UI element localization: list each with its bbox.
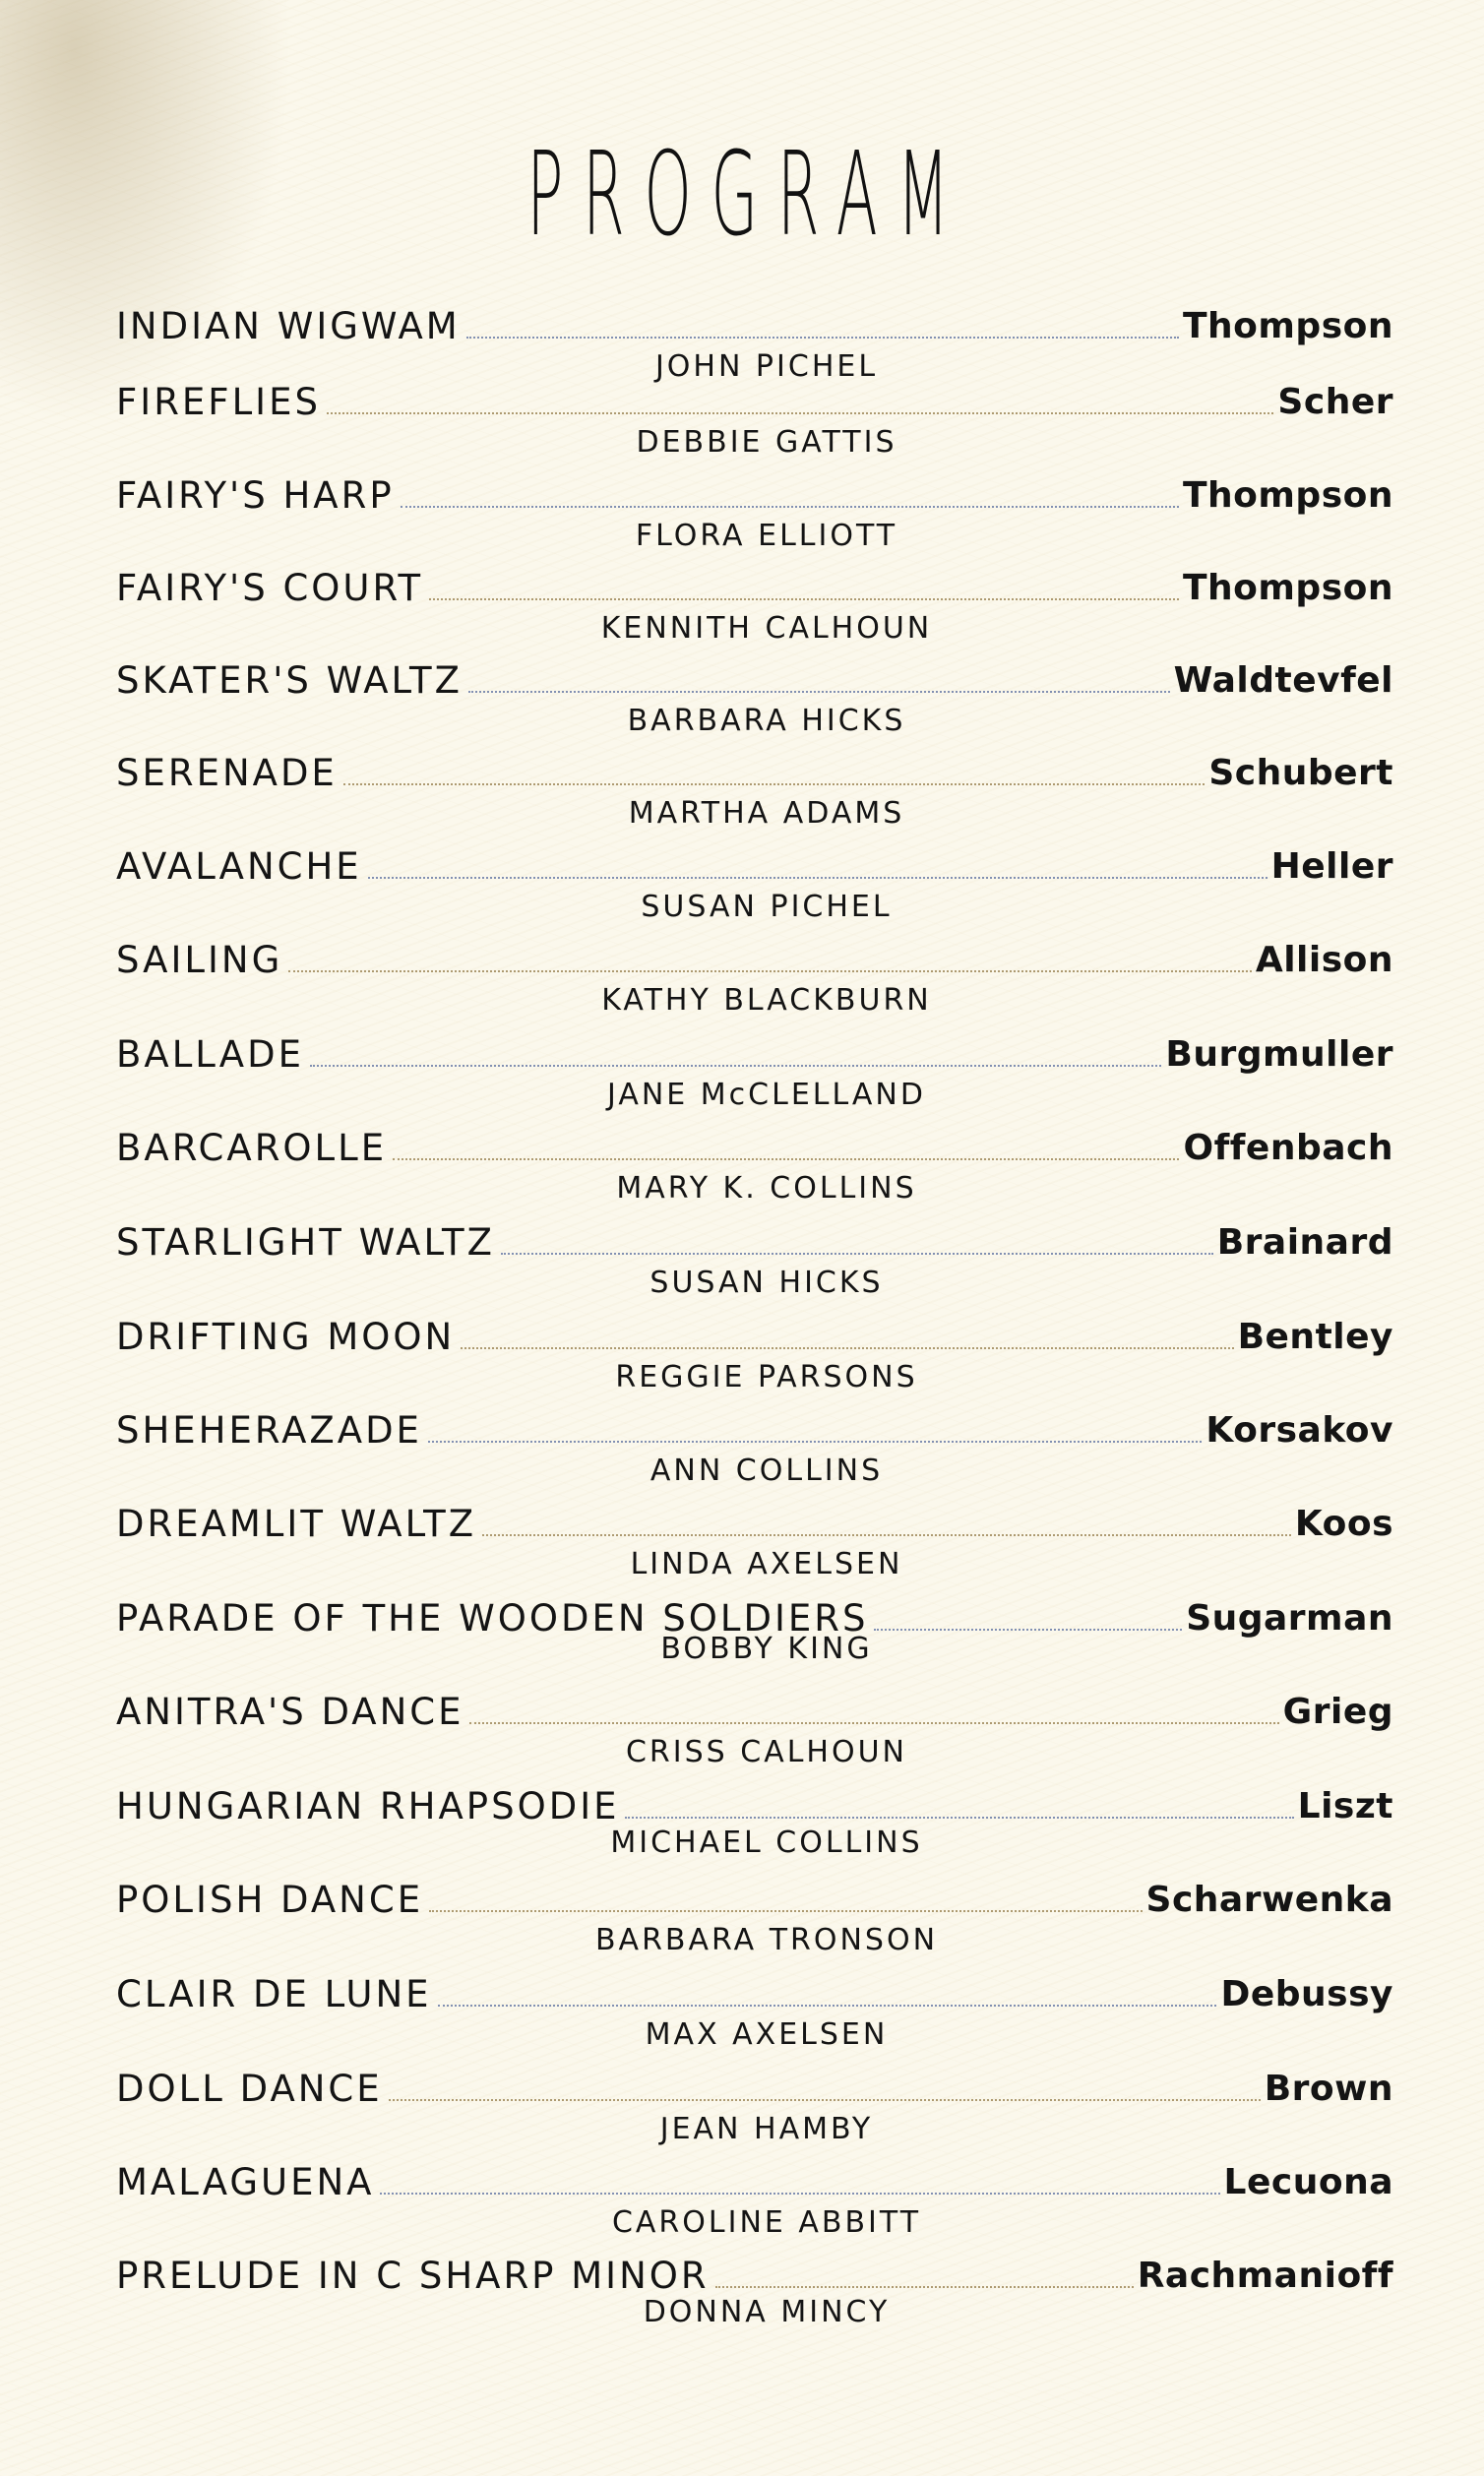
dotted-leader [501, 1253, 1213, 1255]
dotted-leader [368, 877, 1268, 879]
piece-title: DREAMLIT WALTZ [116, 1503, 477, 1545]
program-entry [116, 1499, 1393, 1593]
performer-name: REGGIE PARSONS [615, 1360, 918, 1394]
composer-name: Scharwenka [1145, 1880, 1393, 1920]
piece-title: FAIRY'S HARP [116, 474, 395, 517]
composer-name: Thompson [1183, 568, 1393, 608]
program-entry [116, 2064, 1393, 2158]
piece-title: FIREFLIES [116, 381, 321, 423]
piece-title: AVALANCHE [116, 845, 362, 888]
program-entry [116, 563, 1393, 657]
program-entry [116, 935, 1393, 1029]
program-entry [116, 1969, 1393, 2064]
composer-name: Thompson [1183, 306, 1393, 346]
performer-name: BARBARA HICKS [627, 704, 906, 738]
performer-name: JANE McCLELLAND [607, 1078, 926, 1112]
performer-name: KATHY BLACKBURN [601, 983, 932, 1018]
dotted-leader [466, 337, 1179, 339]
performer-name: DONNA MINCY [643, 2295, 891, 2329]
performer-name: JOHN PICHEL [654, 349, 879, 384]
composer-name: Brown [1264, 2069, 1393, 2109]
dotted-leader [393, 1158, 1179, 1160]
dotted-leader [438, 2005, 1217, 2007]
dotted-leader [288, 970, 1252, 972]
piece-title: BARCAROLLE [116, 1127, 388, 1169]
performer-name: BARBARA TRONSON [594, 1923, 939, 1957]
composer-name: Grieg [1282, 1692, 1393, 1732]
piece-title: DRIFTING MOON [116, 1316, 456, 1358]
performer-name: MARY K. COLLINS [616, 1171, 917, 1206]
composer-name: Bentley [1237, 1317, 1393, 1357]
composer-name: Lecuona [1223, 2162, 1393, 2202]
dotted-leader [715, 2286, 1134, 2288]
performer-name: SUSAN PICHEL [641, 890, 893, 924]
program-entry [116, 1217, 1393, 1312]
piece-title: SHEHERAZADE [116, 1409, 422, 1452]
piece-title: PARADE OF THE WOODEN SOLDIERS [116, 1597, 869, 1640]
piece-title: PRELUDE IN C SHARP MINOR [116, 2255, 710, 2297]
performer-name: MICHAEL COLLINS [610, 1826, 923, 1860]
composer-name: Koos [1294, 1504, 1393, 1544]
program-entry [116, 2157, 1393, 2252]
piece-title: MALAGUENA [116, 2161, 375, 2203]
program-entry [116, 655, 1393, 750]
composer-name: Sugarman [1186, 1598, 1393, 1639]
performer-name: ANN COLLINS [649, 1454, 884, 1488]
program-entry [116, 748, 1393, 842]
program-entry [116, 2251, 1393, 2345]
dotted-leader [380, 2193, 1219, 2195]
dotted-leader [327, 412, 1273, 414]
piece-title: BALLADE [116, 1033, 304, 1076]
composer-name: Allison [1255, 940, 1393, 980]
piece-title: SERENADE [116, 752, 338, 794]
piece-title: CLAIR DE LUNE [116, 1973, 432, 2015]
composer-name: Schubert [1208, 753, 1393, 793]
piece-title: HUNGARIAN RHAPSODIE [116, 1785, 620, 1827]
program-entry [116, 1781, 1393, 1876]
page-title: PROGRAM [526, 126, 969, 262]
piece-title: SKATER'S WALTZ [116, 659, 463, 702]
dotted-leader [482, 1534, 1291, 1536]
dotted-leader [343, 783, 1206, 785]
performer-name: KENNITH CALHOUN [600, 611, 933, 646]
program-entry [116, 1123, 1393, 1217]
program-entry [116, 1312, 1393, 1406]
composer-name: Korsakov [1206, 1410, 1393, 1451]
composer-name: Liszt [1297, 1786, 1393, 1826]
dotted-leader [469, 1722, 1278, 1724]
dotted-leader [625, 1817, 1293, 1819]
dotted-leader [401, 506, 1179, 508]
piece-title: SAILING [116, 939, 283, 981]
program-entry [116, 1593, 1393, 1688]
composer-name: Scher [1277, 382, 1393, 422]
piece-title: ANITRA'S DANCE [116, 1691, 464, 1733]
piece-title: DOLL DANCE [116, 2068, 383, 2110]
piece-title: STARLIGHT WALTZ [116, 1221, 495, 1264]
dotted-leader [389, 2099, 1261, 2101]
composer-name: Offenbach [1183, 1128, 1393, 1168]
performer-name: SUSAN HICKS [649, 1266, 884, 1300]
dotted-leader [428, 1441, 1202, 1443]
dotted-leader [468, 691, 1170, 693]
performer-name: JEAN HAMBY [659, 2112, 874, 2146]
program-entry [116, 470, 1393, 565]
composer-name: Rachmanioff [1137, 2256, 1393, 2296]
performer-name: CAROLINE ABBITT [611, 2205, 922, 2240]
dotted-leader [429, 1910, 1142, 1912]
performer-name: BOBBY KING [660, 1632, 873, 1666]
composer-name: Heller [1270, 846, 1393, 887]
piece-title: FAIRY'S COURT [116, 567, 424, 609]
dotted-leader [429, 598, 1179, 600]
program-entry [116, 1687, 1393, 1781]
performer-name: FLORA ELLIOTT [635, 519, 898, 553]
composer-name: Burgmuller [1165, 1034, 1393, 1075]
performer-name: MAX AXELSEN [645, 2017, 889, 2052]
program-entry [116, 1875, 1393, 1969]
piece-title: POLISH DANCE [116, 1879, 424, 1921]
performer-name: DEBBIE GATTIS [636, 425, 897, 460]
composer-name: Debussy [1220, 1974, 1393, 2014]
composer-name: Brainard [1216, 1222, 1393, 1263]
dotted-leader [461, 1347, 1233, 1349]
performer-name: LINDA AXELSEN [630, 1547, 903, 1581]
dotted-leader [310, 1065, 1161, 1067]
program-entry [116, 841, 1393, 936]
performer-name: CRISS CALHOUN [625, 1735, 908, 1769]
performer-name: MARTHA ADAMS [628, 796, 905, 831]
composer-name: Waldtevfel [1173, 660, 1393, 701]
program-entry [116, 377, 1393, 471]
piece-title: INDIAN WIGWAM [116, 305, 461, 347]
program-entry [116, 1405, 1393, 1500]
program-entry [116, 1029, 1393, 1124]
composer-name: Thompson [1183, 475, 1393, 516]
dotted-leader [874, 1629, 1182, 1631]
